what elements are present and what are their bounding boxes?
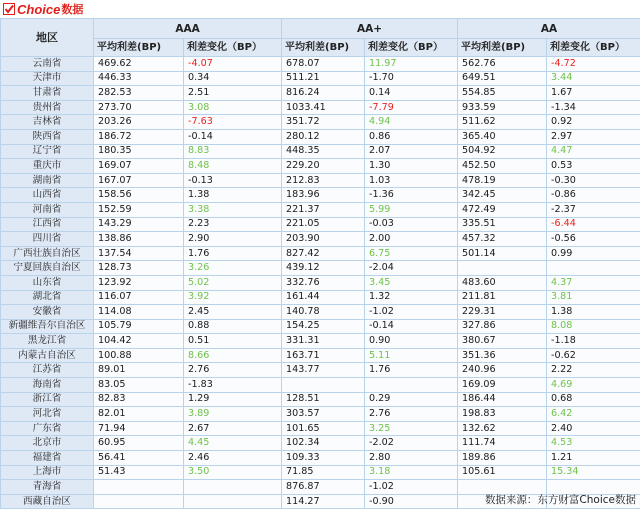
spread-change-cell: 3.45 [365,275,458,290]
spread-change-cell: 2.40 [547,421,640,436]
spread-change-cell: -1.83 [184,378,282,393]
avg-spread-cell: 109.33 [282,451,365,466]
spread-change-cell: 3.44 [547,71,640,86]
brand-suffix: 数据 [61,1,83,17]
spread-change-cell: 2.90 [184,232,282,247]
region-cell: 重庆市 [1,159,94,174]
spread-change-cell: 3.92 [184,290,282,305]
avg-spread-cell [282,378,365,393]
avg-spread-cell: 483.60 [458,275,547,290]
avg-spread-cell: 446.33 [94,71,184,86]
table-row [1,188,640,203]
spread-change-cell: 0.14 [365,86,458,101]
avg-spread-cell: 83.05 [94,378,184,393]
spread-change-cell: -2.04 [365,261,458,276]
spread-change-cell: 1.38 [547,305,640,320]
avg-spread-cell: 180.35 [94,144,184,159]
region-cell: 江苏省 [1,363,94,378]
brand-name: Choice [17,2,60,17]
avg-spread-header: 平均利差(BP) [458,39,547,57]
spread-change-cell: 4.53 [547,436,640,451]
avg-spread-cell: 183.96 [282,188,365,203]
avg-spread-cell: 158.56 [94,188,184,203]
group-header-row [1,19,640,39]
region-cell: 青海省 [1,480,94,495]
table-row [1,319,640,334]
avg-spread-cell: 273.70 [94,100,184,115]
spread-change-cell: 2.51 [184,86,282,101]
spread-change-cell: 0.92 [547,115,640,130]
spread-change-cell: 4.37 [547,275,640,290]
table-row [1,451,640,466]
region-cell: 西藏自治区 [1,494,94,509]
avg-spread-cell: 137.54 [94,246,184,261]
spread-change-cell: -0.13 [184,173,282,188]
spread-change-cell [365,378,458,393]
avg-spread-cell: 876.87 [282,480,365,495]
avg-spread-cell: 504.92 [458,144,547,159]
table-row [1,334,640,349]
table-row [1,348,640,363]
table-row [1,202,640,217]
avg-spread-cell: 102.34 [282,436,365,451]
region-cell: 山东省 [1,275,94,290]
spread-change-cell: 5.99 [365,202,458,217]
spread-change-cell: -0.03 [365,217,458,232]
avg-spread-cell: 71.94 [94,421,184,436]
table-row [1,378,640,393]
table-row [1,436,640,451]
avg-spread-cell: 56.41 [94,451,184,466]
avg-spread-cell: 163.71 [282,348,365,363]
spread-change-cell: 0.68 [547,392,640,407]
spread-change-cell: 0.53 [547,159,640,174]
avg-spread-cell: 439.12 [282,261,365,276]
avg-spread-cell: 105.79 [94,319,184,334]
spread-change-cell: 2.22 [547,363,640,378]
region-cell: 湖北省 [1,290,94,305]
avg-spread-cell: 303.57 [282,407,365,422]
avg-spread-cell: 169.07 [94,159,184,174]
spread-change-cell: -4.72 [547,57,640,72]
avg-spread-cell: 82.01 [94,407,184,422]
spread-change-cell: 1.03 [365,173,458,188]
table-row [1,100,640,115]
spread-change-cell: -0.56 [547,232,640,247]
spread-change-cell: -0.62 [547,348,640,363]
spread-change-cell: -1.02 [365,480,458,495]
avg-spread-cell: 335.51 [458,217,547,232]
spread-change-cell: 3.08 [184,100,282,115]
avg-spread-cell: 221.05 [282,217,365,232]
spread-change-cell: -1.70 [365,71,458,86]
checkmark-icon [3,3,15,15]
avg-spread-cell: 933.59 [458,100,547,115]
spread-change-cell: 2.97 [547,129,640,144]
region-cell: 辽宁省 [1,144,94,159]
spread-change-cell: -0.86 [547,188,640,203]
spread-change-cell: 1.38 [184,188,282,203]
spread-change-cell: 3.26 [184,261,282,276]
avg-spread-header: 平均利差(BP) [282,39,365,57]
spread-change-cell: 4.94 [365,115,458,130]
region-cell: 河南省 [1,202,94,217]
spread-change-cell: 6.42 [547,407,640,422]
avg-spread-cell: 154.25 [282,319,365,334]
spread-change-cell: 8.66 [184,348,282,363]
spread-change-cell: -1.18 [547,334,640,349]
brand-bar [0,0,640,18]
avg-spread-cell: 203.26 [94,115,184,130]
spread-change-cell: 0.51 [184,334,282,349]
region-cell: 山西省 [1,188,94,203]
spread-change-cell: 4.47 [547,144,640,159]
spread-change-cell: -2.37 [547,202,640,217]
group-header-aa: AA [458,19,640,39]
avg-spread-cell: 511.62 [458,115,547,130]
table-row [1,217,640,232]
avg-spread-cell: 128.73 [94,261,184,276]
avg-spread-cell: 128.51 [282,392,365,407]
avg-spread-cell: 282.53 [94,86,184,101]
spread-change-cell: 1.32 [365,290,458,305]
spread-change-cell: 0.29 [365,392,458,407]
data-source: 数据来源：东方财富Choice数据 [485,492,636,507]
avg-spread-cell: 365.40 [458,129,547,144]
spread-change-header: 利差变化（BP） [184,39,282,57]
spread-change-cell: 2.76 [365,407,458,422]
region-cell: 福建省 [1,451,94,466]
region-cell: 安徽省 [1,305,94,320]
spread-change-cell: 3.38 [184,202,282,217]
region-cell: 上海市 [1,465,94,480]
avg-spread-cell: 169.09 [458,378,547,393]
region-cell: 新疆维吾尔自治区 [1,319,94,334]
avg-spread-cell: 342.45 [458,188,547,203]
spread-change-cell: 1.67 [547,86,640,101]
avg-spread-cell: 116.07 [94,290,184,305]
avg-spread-cell: 501.14 [458,246,547,261]
avg-spread-cell: 152.59 [94,202,184,217]
region-cell: 广西壮族自治区 [1,246,94,261]
avg-spread-cell: 89.01 [94,363,184,378]
region-cell: 四川省 [1,232,94,247]
spread-change-cell: 2.00 [365,232,458,247]
avg-spread-cell: 51.43 [94,465,184,480]
avg-spread-cell: 229.20 [282,159,365,174]
spread-change-cell: 2.80 [365,451,458,466]
avg-spread-cell [458,261,547,276]
group-header-aa-plus: AA+ [282,19,458,39]
avg-spread-cell: 105.61 [458,465,547,480]
avg-spread-cell: 221.37 [282,202,365,217]
region-cell: 贵州省 [1,100,94,115]
spread-change-cell: 2.46 [184,451,282,466]
region-cell: 内蒙古自治区 [1,348,94,363]
spread-change-cell: -7.63 [184,115,282,130]
table-row [1,305,640,320]
spread-change-cell: 1.30 [365,159,458,174]
table-row [1,173,640,188]
group-header-aaa: AAA [94,19,282,39]
region-cell: 北京市 [1,436,94,451]
table-row [1,71,640,86]
region-cell: 吉林省 [1,115,94,130]
spread-table [0,18,640,509]
avg-spread-cell: 331.31 [282,334,365,349]
region-cell: 天津市 [1,71,94,86]
region-cell: 甘肃省 [1,86,94,101]
avg-spread-cell: 240.96 [458,363,547,378]
sub-header-row [1,39,640,57]
spread-change-cell: -2.02 [365,436,458,451]
spread-change-cell: -4.07 [184,57,282,72]
spread-change-cell: 3.81 [547,290,640,305]
avg-spread-cell: 71.85 [282,465,365,480]
spread-change-cell: 6.75 [365,246,458,261]
spread-change-cell: 2.67 [184,421,282,436]
spread-change-cell [547,261,640,276]
table-row [1,86,640,101]
avg-spread-cell: 472.49 [458,202,547,217]
table-row [1,421,640,436]
footer [0,490,640,508]
spread-change-cell: -6.44 [547,217,640,232]
table-row [1,159,640,174]
avg-spread-cell: 816.24 [282,86,365,101]
avg-spread-cell: 511.21 [282,71,365,86]
spread-change-header: 利差变化（BP） [547,39,640,57]
avg-spread-cell: 562.76 [458,57,547,72]
avg-spread-cell: 60.95 [94,436,184,451]
avg-spread-cell: 1033.41 [282,100,365,115]
avg-spread-cell: 114.08 [94,305,184,320]
spread-change-cell: 3.18 [365,465,458,480]
spread-change-cell: 0.34 [184,71,282,86]
table-row [1,115,640,130]
table-row [1,392,640,407]
region-cell: 河北省 [1,407,94,422]
spread-change-cell: -0.30 [547,173,640,188]
table-row [1,407,640,422]
spread-change-cell: 1.21 [547,451,640,466]
avg-spread-cell: 212.83 [282,173,365,188]
avg-spread-header: 平均利差(BP) [94,39,184,57]
spread-change-cell: 5.02 [184,275,282,290]
spread-change-header: 利差变化（BP） [365,39,458,57]
avg-spread-cell: 457.32 [458,232,547,247]
avg-spread-cell: 186.44 [458,392,547,407]
spread-change-cell: -0.90 [365,494,458,509]
avg-spread-cell: 448.35 [282,144,365,159]
avg-spread-cell: 649.51 [458,71,547,86]
region-cell: 宁夏回族自治区 [1,261,94,276]
spread-change-cell: 2.23 [184,217,282,232]
spread-change-cell: 1.76 [365,363,458,378]
avg-spread-cell: 198.83 [458,407,547,422]
avg-spread-cell: 327.86 [458,319,547,334]
spread-change-cell: 8.83 [184,144,282,159]
avg-spread-cell: 143.29 [94,217,184,232]
avg-spread-cell: 678.07 [282,57,365,72]
region-cell: 江西省 [1,217,94,232]
spread-change-cell: 3.25 [365,421,458,436]
avg-spread-cell: 100.88 [94,348,184,363]
avg-spread-cell: 211.81 [458,290,547,305]
region-cell: 陕西省 [1,129,94,144]
region-cell: 浙江省 [1,392,94,407]
spread-change-cell: 8.48 [184,159,282,174]
avg-spread-cell: 186.72 [94,129,184,144]
avg-spread-cell: 452.50 [458,159,547,174]
avg-spread-cell: 332.76 [282,275,365,290]
spread-change-cell: 1.29 [184,392,282,407]
spread-change-cell: 0.86 [365,129,458,144]
region-header: 地区 [1,19,94,57]
avg-spread-cell: 203.90 [282,232,365,247]
avg-spread-cell: 280.12 [282,129,365,144]
table-row [1,57,640,72]
spread-change-cell: -1.34 [547,100,640,115]
avg-spread-cell: 478.19 [458,173,547,188]
spread-change-cell: 3.89 [184,407,282,422]
avg-spread-cell: 229.31 [458,305,547,320]
spread-change-cell: 0.88 [184,319,282,334]
avg-spread-cell: 554.85 [458,86,547,101]
spread-change-cell: 15.34 [547,465,640,480]
region-cell: 云南省 [1,57,94,72]
spread-change-cell: 0.90 [365,334,458,349]
spread-change-cell: 4.45 [184,436,282,451]
table-row [1,144,640,159]
spread-change-cell: 4.69 [547,378,640,393]
spread-change-cell: -7.79 [365,100,458,115]
avg-spread-cell: 143.77 [282,363,365,378]
avg-spread-cell: 104.42 [94,334,184,349]
avg-spread-cell: 351.72 [282,115,365,130]
spread-change-cell: 2.45 [184,305,282,320]
spread-change-cell: -1.36 [365,188,458,203]
region-cell: 广东省 [1,421,94,436]
spread-change-cell: -0.14 [365,319,458,334]
avg-spread-cell: 132.62 [458,421,547,436]
avg-spread-cell: 469.62 [94,57,184,72]
spread-change-cell: 5.11 [365,348,458,363]
avg-spread-cell: 161.44 [282,290,365,305]
spread-change-cell: 11.97 [365,57,458,72]
spread-change-cell: 0.99 [547,246,640,261]
table-row [1,290,640,305]
avg-spread-cell: 351.36 [458,348,547,363]
table-body [1,57,640,509]
avg-spread-cell: 111.74 [458,436,547,451]
spread-change-cell: 2.07 [365,144,458,159]
avg-spread-cell: 123.92 [94,275,184,290]
table-row [1,261,640,276]
avg-spread-cell: 827.42 [282,246,365,261]
region-cell: 海南省 [1,378,94,393]
table-row [1,465,640,480]
avg-spread-cell: 138.86 [94,232,184,247]
avg-spread-cell: 101.65 [282,421,365,436]
region-cell: 黑龙江省 [1,334,94,349]
spread-change-cell: 8.08 [547,319,640,334]
avg-spread-cell: 114.27 [282,494,365,509]
table-row [1,232,640,247]
spread-change-cell: -0.14 [184,129,282,144]
avg-spread-cell: 189.86 [458,451,547,466]
table-row [1,275,640,290]
spread-change-cell: 1.76 [184,246,282,261]
table-row [1,363,640,378]
choice-logo [3,1,83,17]
table-row [1,129,640,144]
spread-change-cell: -1.02 [365,305,458,320]
avg-spread-cell: 167.07 [94,173,184,188]
avg-spread-cell: 380.67 [458,334,547,349]
table-row [1,246,640,261]
region-cell: 湖南省 [1,173,94,188]
spread-change-cell: 3.50 [184,465,282,480]
avg-spread-cell: 82.83 [94,392,184,407]
spread-change-cell: 2.76 [184,363,282,378]
avg-spread-cell: 140.78 [282,305,365,320]
